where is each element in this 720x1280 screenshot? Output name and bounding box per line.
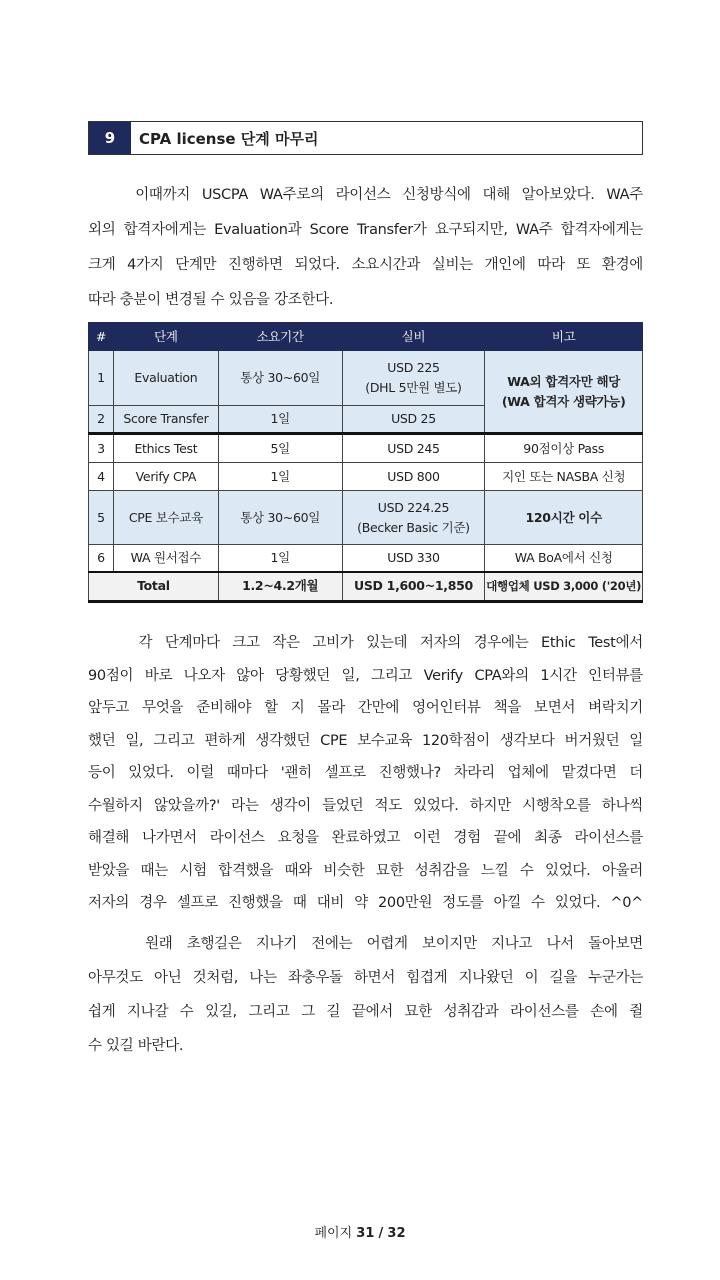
total-pages: 32 <box>387 1226 406 1241</box>
header-cell: # <box>89 323 114 351</box>
text-line: 이때까지 USCPA WA주로의 라이선스 신청방식에 대해 알아보았다. WA주 <box>88 187 643 203</box>
header-cell: 단계 <box>113 323 218 351</box>
text-line: 각 단계마다 크고 작은 고비가 있는데 저자의 경우에는 Ethic Test에서 <box>88 635 643 651</box>
page-number <box>0 1222 720 1241</box>
cell: 1 <box>89 351 114 406</box>
cell: 4 <box>89 463 114 491</box>
table-total-row <box>89 572 643 602</box>
cell: USD 800 <box>342 463 485 491</box>
cell: USD 245 <box>342 434 485 463</box>
cell: Ethics Test <box>113 434 218 463</box>
table-row <box>89 491 643 545</box>
cell: 1일 <box>218 463 342 491</box>
table-header <box>89 323 643 351</box>
cost-note: (DHL 5만원 별도) <box>365 380 462 395</box>
cell: Verify CPA <box>113 463 218 491</box>
page-separator: / <box>378 1226 384 1241</box>
paragraph-intro <box>88 178 643 318</box>
cell: 통상 30~60일 <box>218 351 342 406</box>
cell: CPE 보수교육 <box>113 491 218 545</box>
license-steps-table <box>88 322 643 603</box>
cell: 지인 또는 NASBA 신청 <box>485 463 643 491</box>
text-line: 앞두고 무엇을 준비해야 할 지 몰라 간만에 영어인터뷰 책을 보면서 벼락치기 <box>88 700 643 716</box>
cell: 90점이상 Pass <box>485 434 643 463</box>
header-cell: 실비 <box>342 323 485 351</box>
text-line: 외의 합격자에게는 Evaluation과 Score Transfer가 요구되지만, WA주 합격자에게는 <box>88 222 643 238</box>
cell <box>342 351 485 406</box>
note: (WA 합격자 생략가능) <box>501 393 626 409</box>
section-title: CPA license 단계 마무리 <box>139 129 319 148</box>
text-line: 따라 충분이 변경될 수 있음을 강조한다. <box>88 292 334 308</box>
header-cell: 비고 <box>485 323 643 351</box>
paragraph-closing <box>88 927 643 1063</box>
section-title-bar <box>88 121 643 155</box>
paragraph-experience <box>88 627 643 920</box>
cost: USD 224.25 <box>377 499 450 515</box>
cell: 1.2~4.2개월 <box>218 572 342 602</box>
cell: 통상 30~60일 <box>218 491 342 545</box>
text-line: 아무것도 아닌 것처럼, 나는 좌충우돌 하면서 힘겹게 지나왔던 이 길을 누군가는 <box>88 970 643 986</box>
cell <box>342 491 485 545</box>
text-line: 해결해 나가면서 라이선스 요청을 완료하였고 이런 경험 끝에 최종 라이선스를 <box>88 830 643 846</box>
text-line: 수 있길 바란다. <box>88 1038 184 1054</box>
text-line: 90점이 바로 나오자 않아 당황했던 일, 그리고 Verify CPA와의 1시간 인터뷰를 <box>88 667 643 684</box>
cell: 1일 <box>218 545 342 572</box>
cell: 3 <box>89 434 114 463</box>
cell: 120시간 이수 <box>485 491 643 545</box>
merged-note-cell <box>485 351 643 434</box>
text-line: 받았을 때는 시험 합격했을 때와 비슷한 묘한 성취감을 느낄 수 있었다. 아울러 <box>88 862 643 879</box>
cell: 1일 <box>218 406 342 434</box>
text-line: 저자의 경우 셀프로 진행했을 때 대비 약 200만원 정도를 아낄 수 있었다. ^0^ <box>88 895 643 911</box>
cell: 6 <box>89 545 114 572</box>
cell: USD 330 <box>342 545 485 572</box>
cell: 5 <box>89 491 114 545</box>
cell: Evaluation <box>113 351 218 406</box>
cell: Total <box>89 572 219 602</box>
cell: USD 1,600~1,850 <box>342 572 485 602</box>
text-line: 등이 있었다. 이럴 때마다 '괜히 셀프로 진행했나? 차라리 업체에 맡겼다면 더 <box>88 765 643 781</box>
note: WA외 합격자만 해당 <box>507 373 621 389</box>
header-cell: 소요기간 <box>218 323 342 351</box>
cost: USD 225 <box>387 360 440 376</box>
page-label: 페이지 <box>314 1226 353 1241</box>
current-page: 31 <box>356 1226 375 1241</box>
cell: USD 25 <box>342 406 485 434</box>
text-line: 했던 일, 그리고 편하게 생각했던 CPE 보수교육 120학점이 생각보다 버거웠던 일 <box>88 732 643 749</box>
text-line: 크게 4가지 단계만 진행하면 되었다. 소요시간과 실비는 개인에 따라 또 환경에 <box>88 257 643 273</box>
cell: 5일 <box>218 434 342 463</box>
cost-note: (Becker Basic 기준) <box>357 519 470 535</box>
section-number: 9 <box>89 122 131 154</box>
cell: WA BoA에서 신청 <box>485 545 643 572</box>
cell: WA 원서접수 <box>113 545 218 572</box>
table-row <box>89 545 643 572</box>
cell: 2 <box>89 406 114 434</box>
table-row <box>89 463 643 491</box>
text-line: 쉽게 지나갈 수 있길, 그리고 그 길 끝에서 묘한 성취감과 라이선스를 손에 쥘 <box>88 1004 643 1020</box>
table-row <box>89 434 643 463</box>
cell: Score Transfer <box>113 406 218 434</box>
text-line: 수월하지 않았을까?' 라는 생각이 들었던 적도 있었다. 하지만 시행착오를 하나씩 <box>88 797 643 814</box>
text-line: 원래 초행길은 지나기 전에는 어렵게 보이지만 지나고 나서 돌아보면 <box>88 936 643 952</box>
table-row <box>89 351 643 406</box>
cell: 대행업체 USD 3,000 ('20년) <box>485 572 643 602</box>
